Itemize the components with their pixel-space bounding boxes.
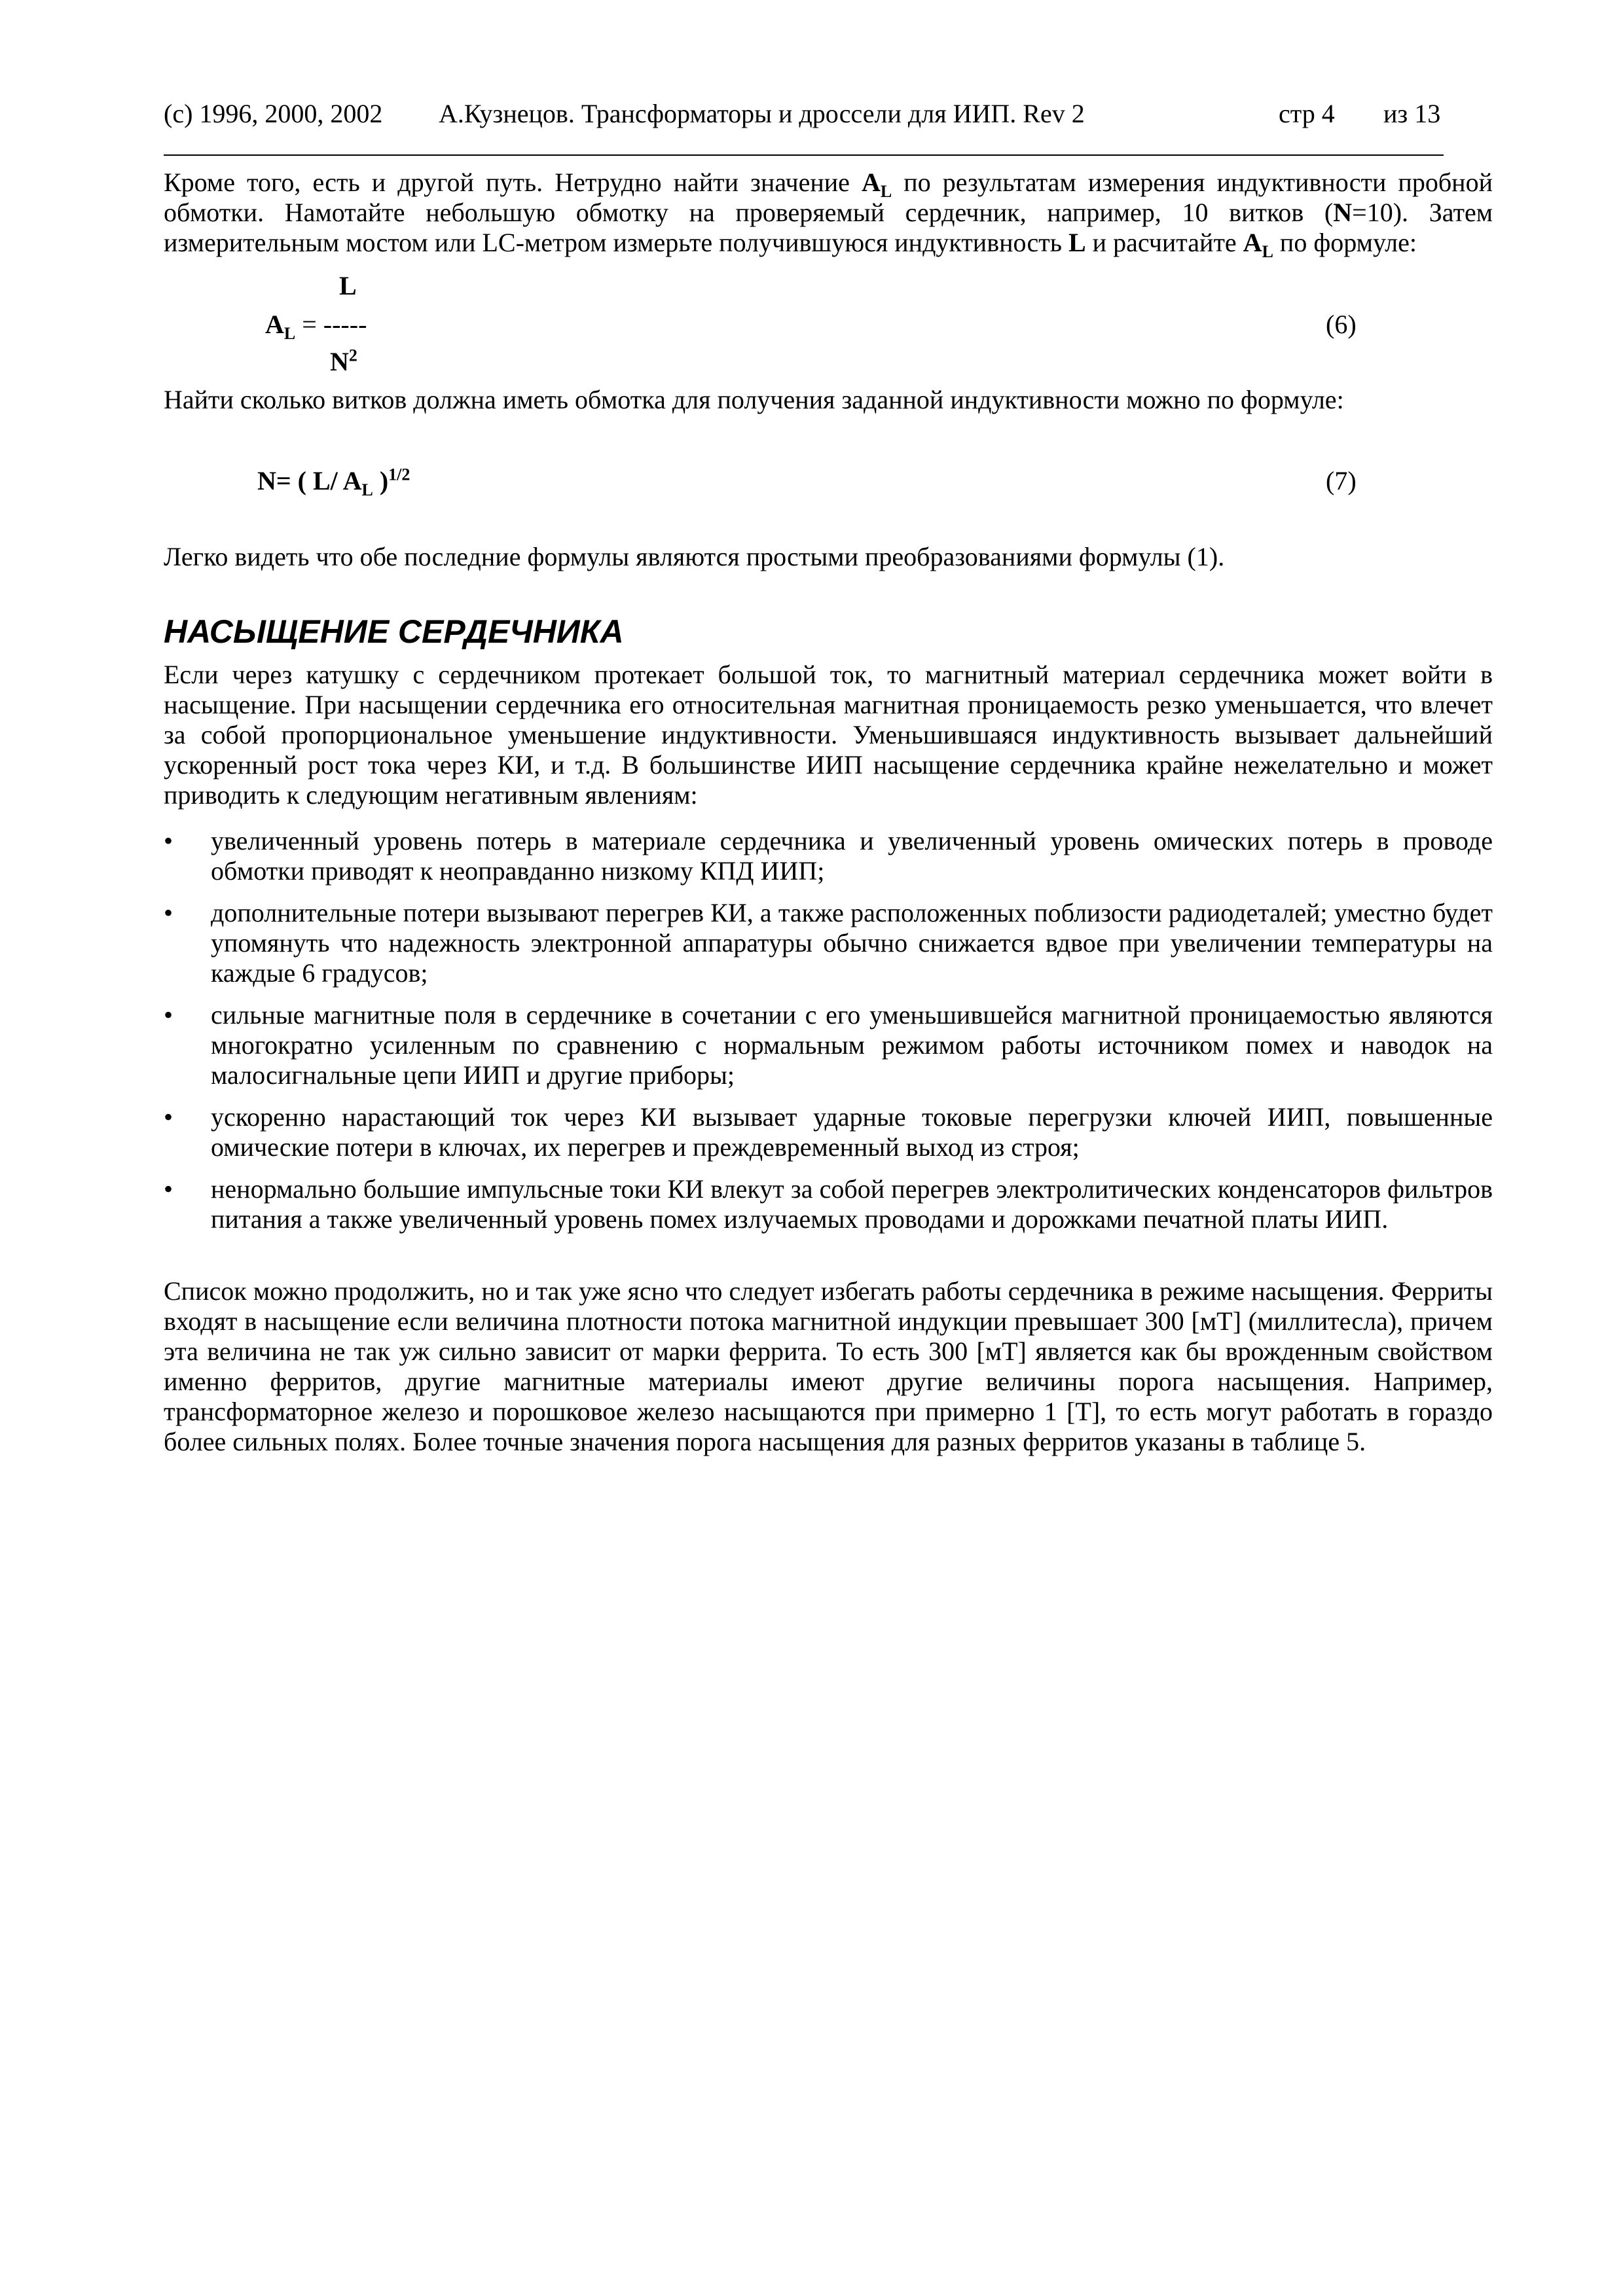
formula-6-al: $A_L$ [265,310,296,343]
al-symbol: $A_L$ [862,168,892,201]
formula-6-denominator: $N^2$ [330,346,357,376]
bullet-icon: • [164,1000,173,1030]
equation-number-6: (6) [1326,310,1357,339]
list-item-text: увеличенный уровень потерь в материале сердечника и увеличенный уровень омических потерь в проводе обмотки приводят к неоправданно низкому КПД ИИП; [211,826,1493,886]
intro-text-2: по результатам измерения индуктивности пробной обмотки. Намотайте небольшую обмотку на проверяемый сердечник, например, 10 витков ( [164,168,1493,227]
formula-6-equals: = ----- [295,310,367,339]
section-heading: НАСЫЩЕНИЕ СЕРДЕЧНИКА [164,613,624,650]
saturation-intro-paragraph: Если через катушку с сердечником протекает большой ток, то магнитный материал сердечника может войти в насыщение. При насыщении сердечника его относительная магнитная проницаемость резко уменьшается, что влечет за собой пропорциональное уменьшение индуктивности. Уменьшившаяся индуктивность вызывает дальнейший ускоренный рост тока через КИ, и т.д. В большинстве ИИП насыщение сердечника крайне нежелательно и может приводить к следующим негативным явлениям: [164,660,1493,810]
al-symbol-2: $A_L$ [1243,228,1273,261]
intro-text-4: и расчитайте [1085,228,1243,257]
header-divider [164,154,1444,156]
intro-text-3: =10). Затем измерительным мостом или LC-метром измерьте получившуюся индуктивность [164,198,1493,257]
list-item-text: ускоренно нарастающий ток через КИ вызывает ударные токовые перегрузки ключей ИИП, повышенные омические потери в ключах, их перегрев и преждевременный выход из строя; [211,1102,1493,1162]
formula-7-al: $A_L$ [342,466,373,499]
list-item-text: сильные магнитные поля в сердечнике в сочетании с его уменьшившейся магнитной проницаемостью являются многократно усиленным по сравнению с нормальным режимом работы источником помех и наводок на малосигнальные цепи ИИП и другие приборы; [211,1000,1493,1090]
formula-6-main [265,310,367,343]
intro-text-5: по формуле: [1273,228,1417,257]
formula-7: N= ( L/ $A_L$ )$^{1/2}$ [257,465,410,499]
header-page-number: стр 4 [1279,99,1335,128]
saturation-conclusion-paragraph: Список можно продолжить, но и так уже ясно что следует избегать работы сердечника в режиме насыщения. Ферриты входят в насыщение если величина плотности потока магнитной индукции превышает 300 [мТ] (миллитесла), причем эта величина не так уж сильно зависит от марки феррита. То есть 300 [мТ] является как бы врожденным свойством именно ферритов, другие магнитные материалы имеют другие величины порога насыщения. Например, трансформаторное железо и порошковое железо насыщаются при примерно 1 [Т], то есть могут работать в гораздо более сильных полях. Более точные значения порога насыщения для разных ферритов указаны в таблице 5. [164,1276,1493,1456]
page-header [164,97,1444,131]
bullet-icon: • [164,1174,173,1204]
list-item-text: ненормально большие импульсные токи КИ влекут за собой перегрев электролитических конденсаторов фильтров питания а также увеличенный уровень помех излучаемых проводами и дорожками печатной платы ИИП. [211,1174,1493,1234]
header-copyright: (c) 1996, 2000, 2002 [164,99,383,128]
header-title: А.Кузнецов. Трансформаторы и дроссели для ИИП. Rev 2 [439,99,1085,128]
formula-6-numerator: L [339,271,357,300]
bullet-icon: • [164,826,173,855]
intro-text-1: Кроме того, есть и другой путь. Нетрудно найти значение [164,168,862,197]
list-item-text: дополнительные потери вызывают перегрев КИ, а также расположенных поблизости радиодеталей; уместно будет упомянуть что надежность электронной аппаратуры обычно снижается вдвое при увеличении температуры на каждые 6 градусов; [211,898,1493,988]
header-page-total: из 13 [1383,99,1441,128]
bullet-icon: • [164,898,173,927]
l-symbol: L [1068,228,1086,257]
intro-paragraph [164,168,1493,261]
formula-intro-paragraph: Найти сколько витков должна иметь обмотка для получения заданной индуктивности можно по формуле: [164,385,1344,414]
bullet-icon: • [164,1102,173,1132]
formula-remark-paragraph: Легко видеть что обе последние формулы являются простыми преобразованиями формулы (1). [164,542,1225,571]
equation-number-7: (7) [1326,466,1357,495]
n-symbol: N [1333,198,1353,227]
